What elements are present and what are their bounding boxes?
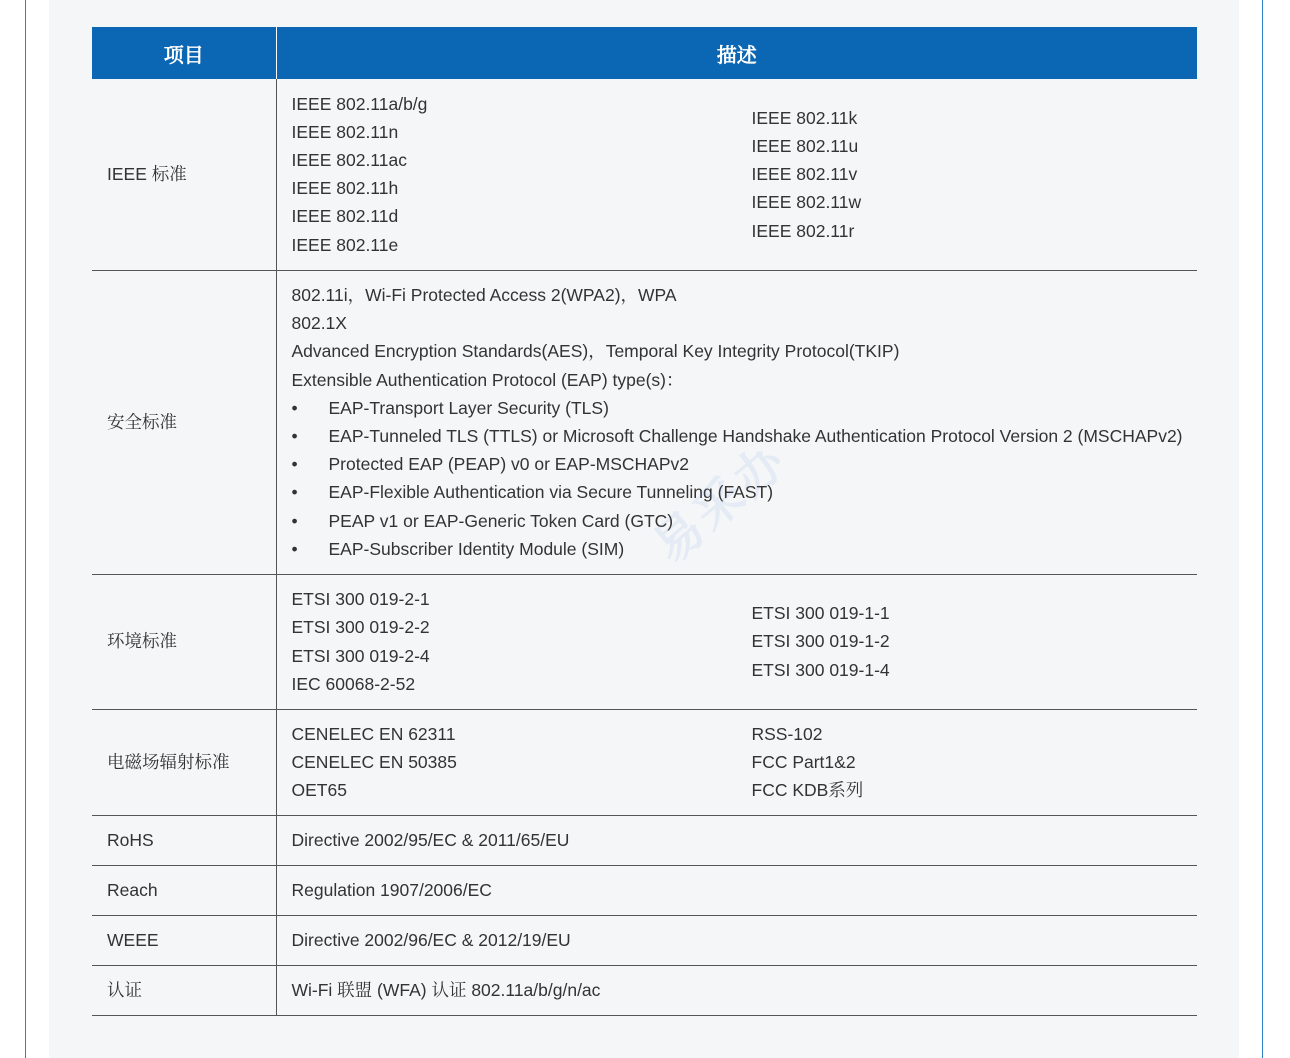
list-item: ETSI 300 019-2-2 — [291, 617, 430, 638]
ieee-left-list — [292, 90, 752, 259]
row-desc-cert: Wi-Fi 联盟 (WFA) 认证 802.11a/b/g/n/ac — [276, 965, 1197, 1015]
list-item: FCC KDB系列 — [751, 780, 864, 801]
list-item: IEEE 802.11d — [291, 206, 399, 227]
bullet-item: • EAP-Subscriber Identity Module (SIM) — [292, 535, 1197, 563]
eap-bullet-list — [292, 394, 1197, 563]
row-label-ieee: IEEE 标准 — [92, 79, 276, 270]
list-item: 802.1X — [291, 313, 347, 334]
row-desc-environment — [276, 574, 1197, 709]
header-item: 项目 — [92, 27, 276, 79]
list-item: 802.11i，Wi-Fi Protected Access 2(WPA2)，WPA — [291, 284, 677, 305]
emr-right-list — [752, 720, 864, 805]
row-label-reach: Reach — [92, 865, 276, 915]
row-label-weee: WEEE — [92, 915, 276, 965]
row-label-cert: 认证 — [92, 965, 276, 1015]
row-label-rohs: RoHS — [92, 815, 276, 865]
row-desc-emr — [276, 709, 1197, 815]
list-item: IEEE 802.11v — [751, 164, 858, 185]
row-label-emr: 电磁场辐射标准 — [92, 709, 276, 815]
table-row-weee — [92, 915, 1197, 965]
row-desc-weee: Directive 2002/96/EC & 2012/19/EU — [276, 915, 1197, 965]
ieee-right-list — [752, 104, 862, 245]
list-item: IEEE 802.11u — [751, 135, 859, 156]
list-item: Extensible Authentication Protocol (EAP) type(s)： — [291, 369, 684, 390]
row-desc-security — [276, 270, 1197, 574]
list-item: ETSI 300 019-1-4 — [751, 659, 890, 680]
bullet-item: • EAP-Flexible Authentication via Secure Tunneling (FAST) — [292, 478, 1197, 506]
header-desc: 描述 — [276, 27, 1197, 79]
table-row-ieee — [92, 79, 1197, 270]
list-item: FCC Part1&2 — [751, 751, 856, 772]
left-frame-line — [25, 0, 26, 1058]
list-item: IEEE 802.11n — [291, 121, 399, 142]
table-row-environment — [92, 574, 1197, 709]
table-header-row — [92, 27, 1197, 79]
row-desc-reach: Regulation 1907/2006/EC — [276, 865, 1197, 915]
list-item: OET65 — [291, 780, 347, 801]
table-row-emr — [92, 709, 1197, 815]
list-item: CENELEC EN 62311 — [291, 723, 456, 744]
row-desc-rohs: Directive 2002/95/EC & 2011/65/EU — [276, 815, 1197, 865]
bullet-item: • Protected EAP (PEAP) v0 or EAP-MSCHAPv2 — [292, 450, 1197, 478]
list-item: Advanced Encryption Standards(AES)，Temporal Key Integrity Protocol(TKIP) — [291, 341, 900, 362]
bullet-item: • PEAP v1 or EAP-Generic Token Card (GTC) — [292, 507, 1197, 535]
list-item: IEEE 802.11ac — [291, 150, 407, 171]
row-desc-ieee — [276, 79, 1197, 270]
table-row-cert — [92, 965, 1197, 1015]
list-item: ETSI 300 019-2-1 — [291, 589, 430, 610]
environment-left-list — [292, 585, 752, 698]
list-item: IEEE 802.11k — [751, 107, 858, 128]
list-item: CENELEC EN 50385 — [291, 751, 457, 772]
emr-left-list — [292, 720, 752, 805]
list-item: IEEE 802.11w — [751, 192, 862, 213]
row-label-security: 安全标准 — [92, 270, 276, 574]
list-item: IEEE 802.11h — [291, 178, 399, 199]
environment-right-list — [752, 599, 890, 684]
right-frame-line — [1262, 0, 1263, 1058]
list-item: ETSI 300 019-1-1 — [751, 603, 890, 624]
list-item: ETSI 300 019-2-4 — [291, 645, 430, 666]
list-item: IEEE 802.11a/b/g — [291, 93, 428, 114]
list-item: RSS-102 — [751, 723, 823, 744]
bullet-item: • EAP-Transport Layer Security (TLS) — [292, 394, 1197, 422]
table-row-security — [92, 270, 1197, 574]
list-item: IEEE 802.11e — [291, 234, 399, 255]
bullet-item: • EAP-Tunneled TLS (TTLS) or Microsoft Challenge Handshake Authentication Protocol Version 2 (MSCHAPv2) — [292, 422, 1197, 450]
list-item: IEC 60068-2-52 — [291, 673, 416, 694]
list-item: ETSI 300 019-1-2 — [751, 631, 890, 652]
spec-table — [92, 27, 1197, 1016]
row-label-environment: 环境标准 — [92, 574, 276, 709]
list-item: IEEE 802.11r — [751, 220, 855, 241]
table-row-rohs — [92, 815, 1197, 865]
table-row-reach — [92, 865, 1197, 915]
